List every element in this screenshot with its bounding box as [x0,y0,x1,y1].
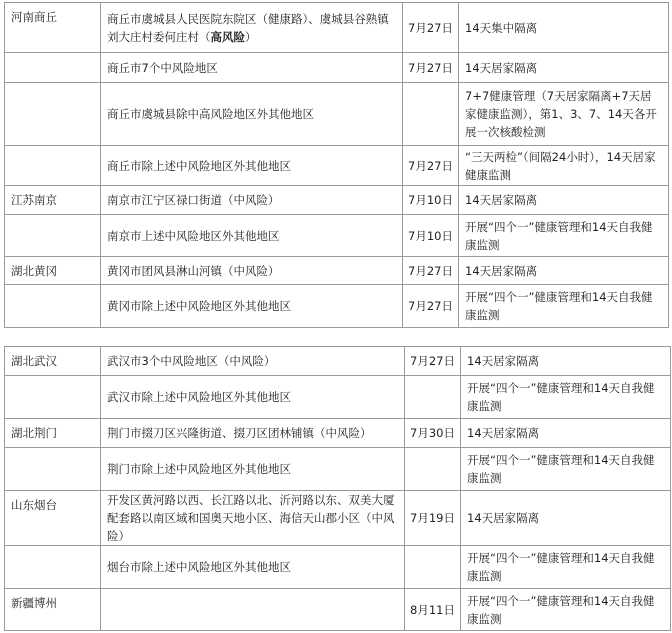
area-cell: 开发区黄河路以西、长江路以北、沂河路以东、双美大厦配套路以南区域和国奥天地小区、海信天山郡小区（中风险） [101,491,405,546]
date-cell: 7月27日 [403,3,459,53]
region-cell [5,215,101,257]
area-cell: 武汉市除上述中风险地区外其他地区 [101,376,405,419]
region-cell: 河南商丘 [5,3,101,53]
area-cell: 荆门市掇刀区兴隆街道、掇刀区团林铺镇（中风险） [101,419,405,448]
table-row [5,146,669,186]
area-cell: 烟台市除上述中风险地区外其他地区 [101,546,405,589]
measure-cell: 14天居家隔离 [461,419,671,448]
area-cell: 商丘市除上述中风险地区外其他地区 [101,146,403,186]
region-cell [5,376,101,419]
area-cell: 南京市上述中风险地区外其他地区 [101,215,403,257]
table-row [5,186,669,215]
table-row [5,376,671,419]
region-cell [5,546,101,589]
region-cell: 山东烟台 [5,491,101,546]
area-cell [101,3,403,53]
date-cell: 7月27日 [403,285,459,328]
table-row [5,83,669,146]
area-cell: 荆门市除上述中风险地区外其他地区 [101,448,405,491]
region-cell: 湖北武汉 [5,347,101,376]
measure-cell: 14天居家隔离 [461,491,671,546]
high-risk-label: 高风险 [210,29,245,44]
area-cell: 黄冈市团风县淋山河镇（中风险） [101,257,403,285]
measure-cell: 14天居家隔离 [461,347,671,376]
area-text: 商丘市虞城县人民医院东院区（健康路）、虞城县谷熟镇刘大庄村委何庄村（ [107,11,389,44]
date-cell: 7月27日 [405,347,461,376]
table-row [5,546,671,589]
table-row [5,257,669,285]
region-cell [5,146,101,186]
measure-cell: 14天居家隔离 [459,186,669,215]
measure-cell: 7+7健康管理（7天居家隔离+7天居家健康监测），第1、3、7、14天各开展一次核酸检测 [459,83,669,146]
table-row [5,347,671,376]
measure-cell: 开展“四个一”健康管理和14天自我健康监测 [459,285,669,328]
table-row [5,589,671,631]
region-cell [5,285,101,328]
table-row [5,419,671,448]
measure-cell: 开展“四个一”健康管理和14天自我健康监测 [461,589,671,631]
date-cell: 7月10日 [403,215,459,257]
region-cell: 湖北荆门 [5,419,101,448]
area-cell [101,589,405,631]
measure-cell: “三天两检”（间隔24小时），14天居家健康监测 [459,146,669,186]
measure-cell: 开展“四个一”健康管理和14天自我健康监测 [461,546,671,589]
measure-cell: 14天集中隔离 [459,3,669,53]
quarantine-table-top [4,2,669,328]
date-cell [405,448,461,491]
region-cell [5,53,101,83]
date-cell [405,376,461,419]
date-cell: 7月19日 [405,491,461,546]
region-cell [5,448,101,491]
table-row [5,448,671,491]
date-cell: 7月27日 [403,53,459,83]
area-cell: 黄冈市除上述中风险地区外其他地区 [101,285,403,328]
date-cell: 7月27日 [403,257,459,285]
area-cell: 南京市江宁区禄口街道（中风险） [101,186,403,215]
date-cell [403,83,459,146]
date-cell [405,546,461,589]
quarantine-table-bottom [4,346,671,631]
measure-cell: 14天居家隔离 [459,53,669,83]
date-cell: 7月30日 [405,419,461,448]
area-cell: 商丘市虞城县除中高风险地区外其他地区 [101,83,403,146]
table-row [5,53,669,83]
measure-cell: 14天居家隔离 [459,257,669,285]
date-cell: 7月10日 [403,186,459,215]
region-cell [5,83,101,146]
date-cell: 7月27日 [403,146,459,186]
region-cell: 新疆博州 [5,589,101,631]
table-row [5,491,671,546]
area-cell: 武汉市3个中风险地区（中风险） [101,347,405,376]
table-row [5,285,669,328]
date-cell: 8月11日 [405,589,461,631]
area-cell: 商丘市7个中风险地区 [101,53,403,83]
region-cell: 江苏南京 [5,186,101,215]
area-text-tail: ） [245,29,257,44]
measure-cell: 开展“四个一”健康管理和14天自我健康监测 [461,376,671,419]
region-cell: 湖北黄冈 [5,257,101,285]
table-row [5,215,669,257]
measure-cell: 开展“四个一”健康管理和14天自我健康监测 [461,448,671,491]
measure-cell: 开展“四个一”健康管理和14天自我健康监测 [459,215,669,257]
table-row [5,3,669,53]
